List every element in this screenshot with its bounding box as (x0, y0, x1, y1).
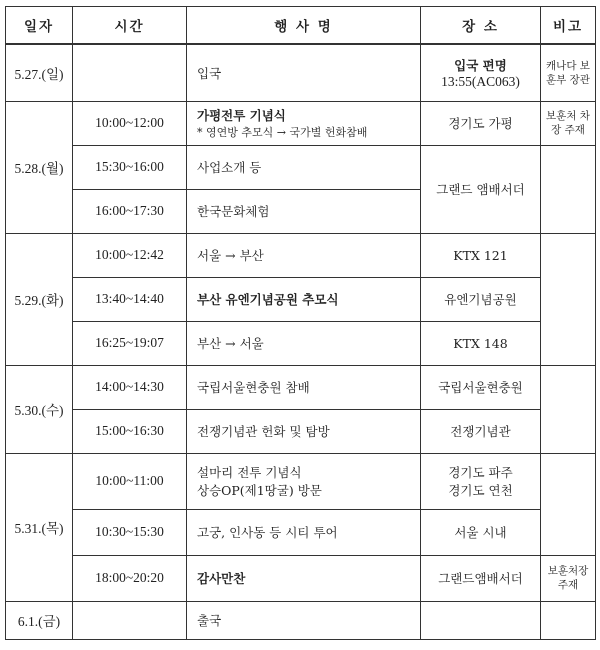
table-row (6, 601, 596, 639)
header-row (6, 7, 596, 45)
table-row (6, 277, 596, 321)
note-cell: 캐나다 보훈부 장관 (541, 44, 596, 101)
table-row (6, 555, 596, 601)
table-row (6, 453, 596, 509)
time-cell: 18:00~20:20 (73, 555, 187, 601)
place-cell: 유엔기념공원 (421, 277, 541, 321)
place-line: 경기도 파주 (448, 465, 513, 480)
place-cell: KTX 121 (421, 233, 541, 277)
place-cell (421, 601, 541, 639)
event-line: 설마리 전투 기념식 (197, 465, 302, 480)
event-cell (187, 101, 421, 145)
header-event: 행 사 명 (187, 7, 421, 45)
place-cell: 그랜드 앰배서더 (421, 145, 541, 233)
header-time: 시간 (73, 7, 187, 45)
note-cell (541, 233, 596, 365)
time-cell: 14:00~14:30 (73, 365, 187, 409)
table-row (6, 101, 596, 145)
time-cell: 16:00~17:30 (73, 189, 187, 233)
event-cell: 출국 (187, 601, 421, 639)
note-cell (541, 601, 596, 639)
event-line: * 영연방 추모식 → 국가별 헌화참배 (197, 126, 368, 139)
table-row (6, 44, 596, 101)
table-row (6, 321, 596, 365)
place-cell: 경기도 가평 (421, 101, 541, 145)
time-cell: 15:30~16:00 (73, 145, 187, 189)
date-cell: 5.29.(화) (6, 233, 73, 365)
time-cell (73, 44, 187, 101)
header-place: 장 소 (421, 7, 541, 45)
event-line: 상승OP(제1땅굴) 방문 (197, 483, 322, 498)
date-cell: 5.27.(일) (6, 44, 73, 101)
table-row (6, 233, 596, 277)
note-cell (541, 453, 596, 555)
place-cell (421, 44, 541, 101)
header-date: 일자 (6, 7, 73, 45)
time-cell: 10:00~12:42 (73, 233, 187, 277)
place-cell: 서울 시내 (421, 509, 541, 555)
event-cell: 사업소개 등 (187, 145, 421, 189)
event-cell: 고궁, 인사동 등 시티 투어 (187, 509, 421, 555)
header-note: 비고 (541, 7, 596, 45)
place-cell: KTX 148 (421, 321, 541, 365)
table-row (6, 409, 596, 453)
date-cell: 5.30.(수) (6, 365, 73, 453)
time-cell: 15:00~16:30 (73, 409, 187, 453)
date-cell: 6.1.(금) (6, 601, 73, 639)
time-cell: 10:00~12:00 (73, 101, 187, 145)
note-cell: 보훈처장 주재 (541, 555, 596, 601)
time-cell: 10:30~15:30 (73, 509, 187, 555)
event-line: 가평전투 기념식 (197, 108, 286, 123)
date-cell: 5.31.(목) (6, 453, 73, 601)
event-cell (187, 453, 421, 509)
time-cell: 16:25~19:07 (73, 321, 187, 365)
event-cell: 감사만찬 (187, 555, 421, 601)
place-cell (421, 453, 541, 509)
note-cell (541, 145, 596, 233)
event-cell: 부산 → 서울 (187, 321, 421, 365)
note-cell: 보훈처 차장 주재 (541, 101, 596, 145)
event-cell: 한국문화체험 (187, 189, 421, 233)
table-row (6, 365, 596, 409)
time-cell: 10:00~11:00 (73, 453, 187, 509)
table-row (6, 145, 596, 189)
schedule-table (5, 6, 596, 640)
place-cell: 전쟁기념관 (421, 409, 541, 453)
event-cell: 국립서울현충원 참배 (187, 365, 421, 409)
place-cell: 그랜드앰배서더 (421, 555, 541, 601)
table-row (6, 509, 596, 555)
time-cell: 13:40~14:40 (73, 277, 187, 321)
date-cell: 5.28.(월) (6, 101, 73, 233)
note-cell (541, 365, 596, 453)
time-cell (73, 601, 187, 639)
place-line: 경기도 연천 (448, 483, 513, 498)
schedule-container (5, 6, 596, 640)
place-line: 13:55(AC063) (441, 73, 520, 89)
event-cell: 전쟁기념관 헌화 및 탐방 (187, 409, 421, 453)
event-cell: 입국 (187, 44, 421, 101)
place-line: 입국 편명 (454, 57, 507, 73)
event-cell: 부산 유엔기념공원 추모식 (187, 277, 421, 321)
place-cell: 국립서울현충원 (421, 365, 541, 409)
event-cell: 서울 → 부산 (187, 233, 421, 277)
